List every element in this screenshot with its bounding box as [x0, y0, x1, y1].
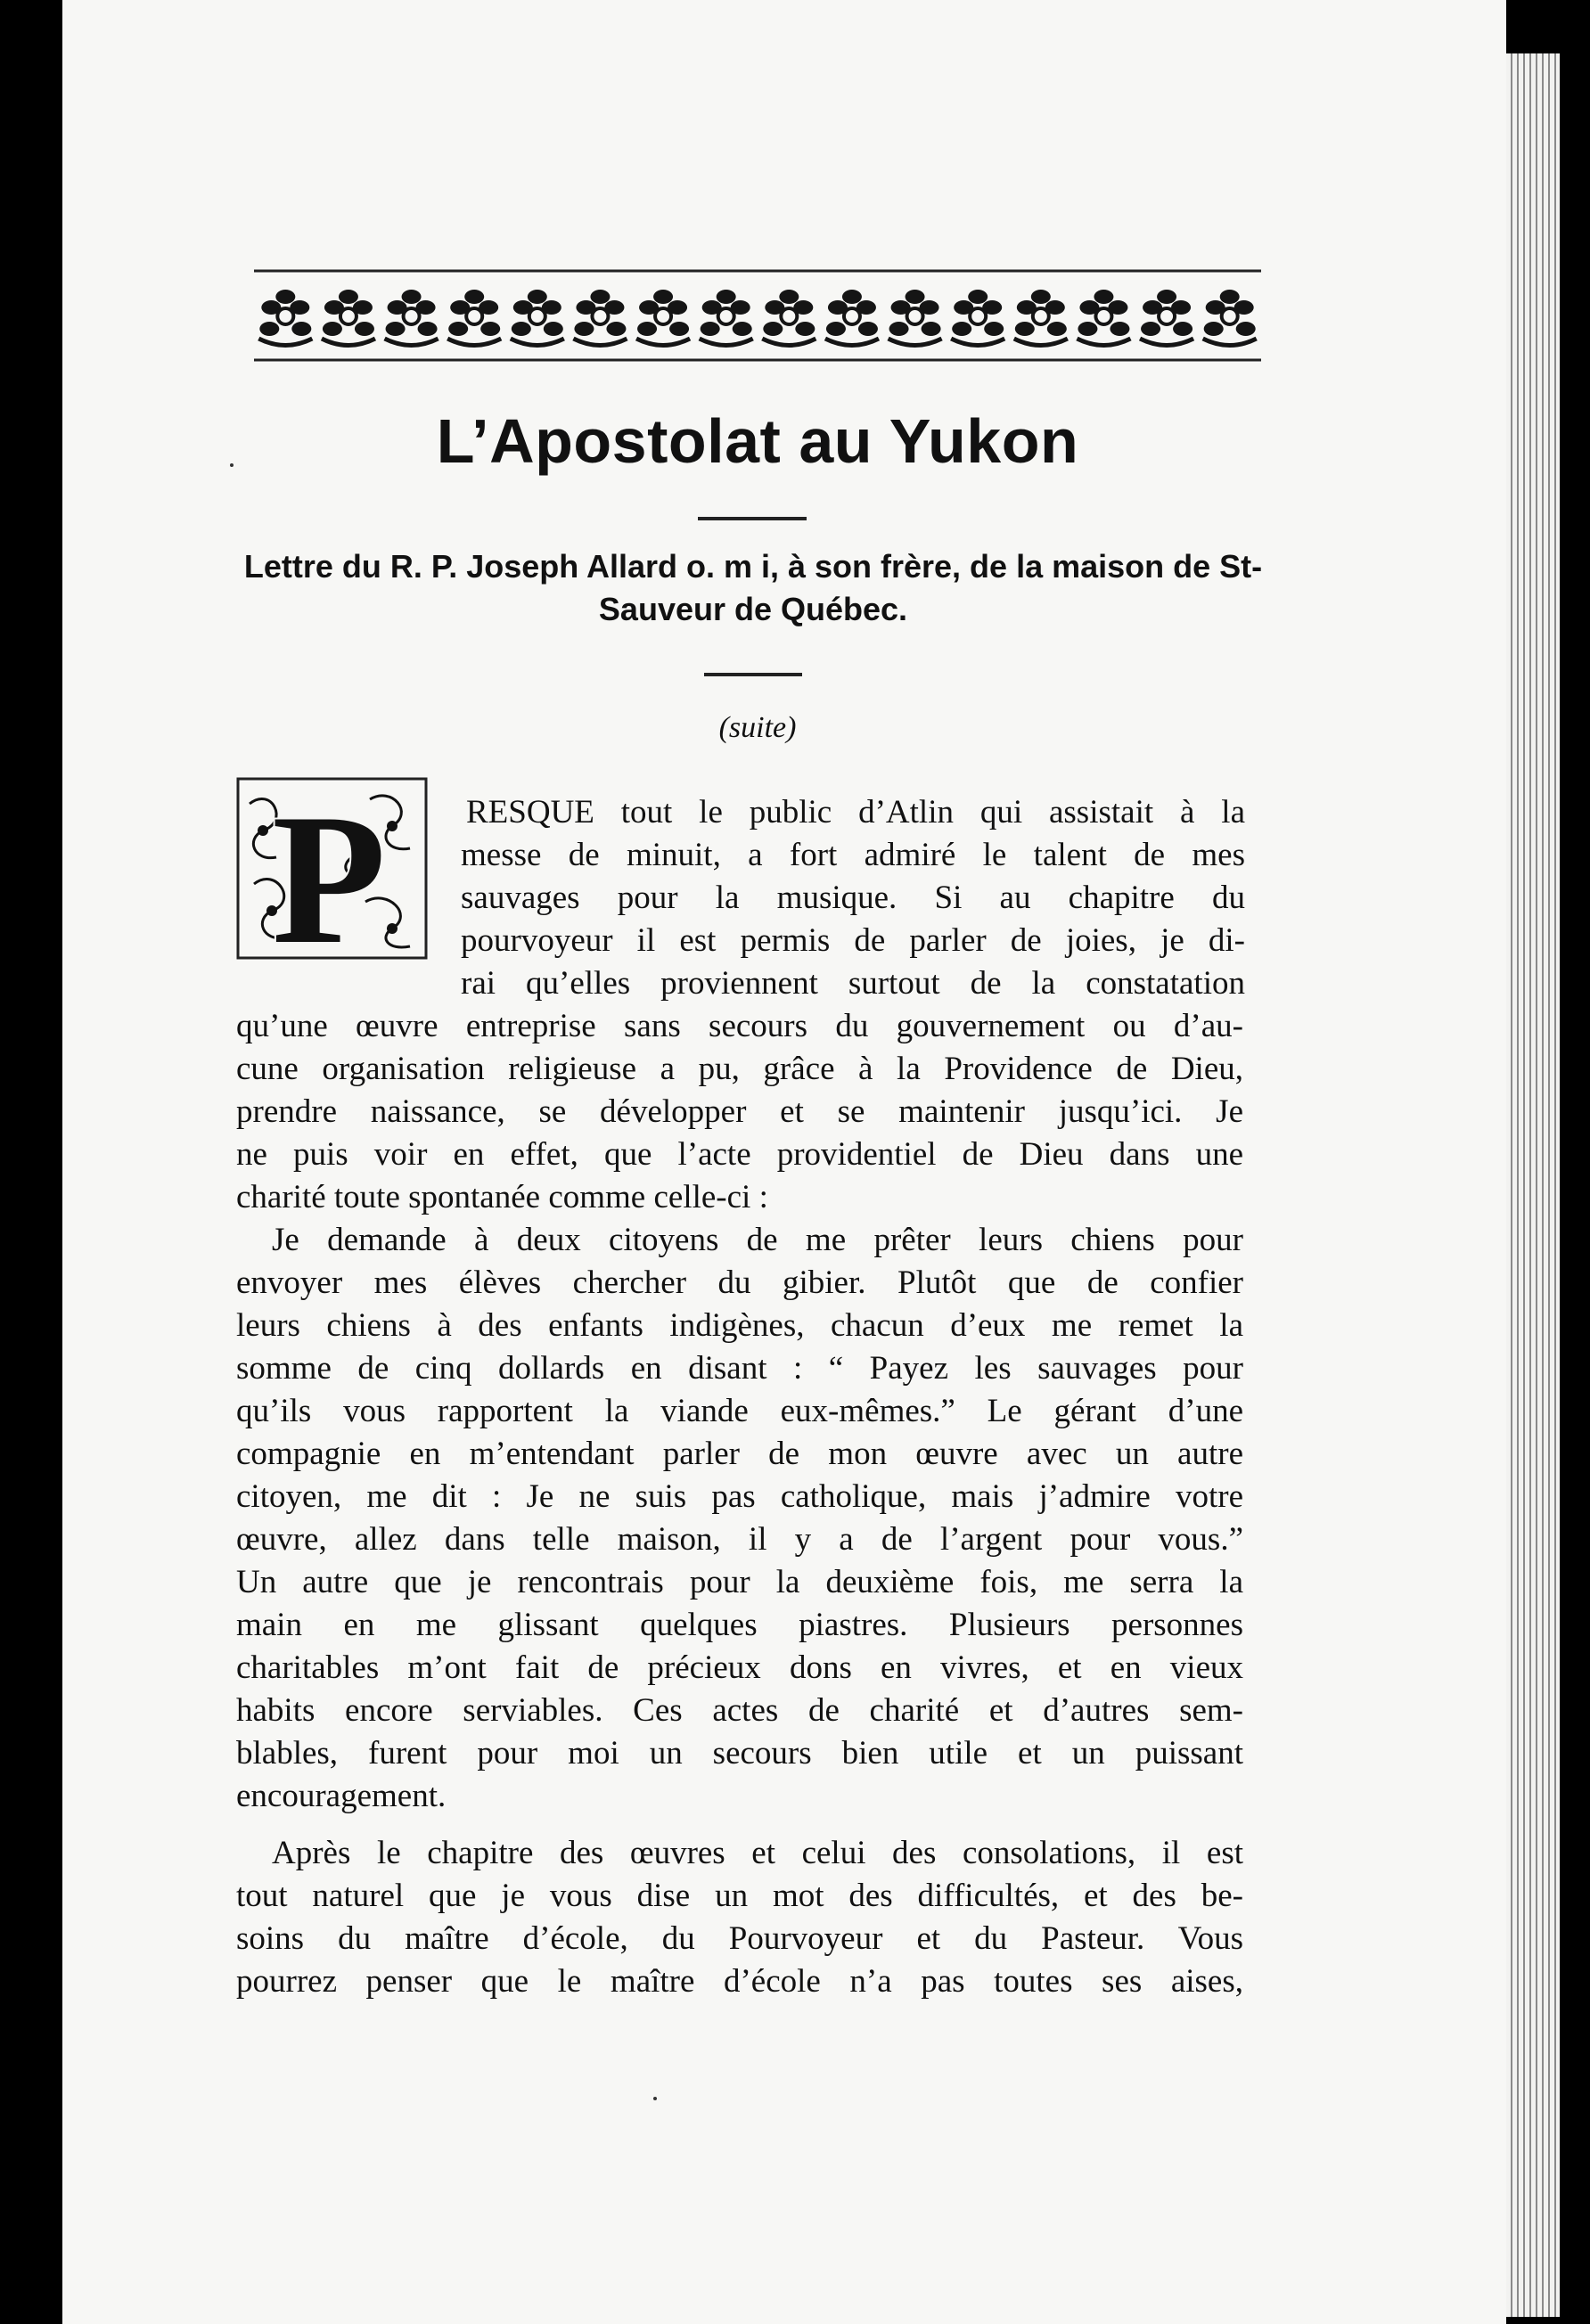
body-line: cune organisation religieuse a pu, grâce à la Providence de Dieu,: [236, 1051, 1243, 1087]
body-line: citoyen, me dit : Je ne suis pas catholique, mais j’admire votre: [236, 1478, 1243, 1515]
floral-motif: [573, 290, 627, 346]
body-line: messe de minuit, a fort admiré le talent de mes: [461, 837, 1245, 873]
body-line: charitables m’ont fait de précieux dons en vivres, et en vieux: [236, 1649, 1243, 1686]
body-line: Je demande à deux citoyens de me prêter leurs chiens pour: [272, 1222, 1243, 1258]
floral-motif: [1203, 290, 1257, 346]
margin-speck: [230, 463, 234, 467]
body-line: pourvoyeur il est permis de parler de joies, je di-: [461, 922, 1245, 959]
body-line: leurs chiens à des enfants indigènes, chacun d’eux me remet la: [236, 1307, 1243, 1344]
floral-motif: [447, 290, 501, 346]
body-line: habits encore serviables. Ces actes de charité et d’autres sem-: [236, 1692, 1243, 1729]
body-line: qu’une œuvre entreprise sans secours du gouvernement ou d’au-: [236, 1008, 1243, 1044]
body-line: soins du maître d’école, du Pourvoyeur et du Pasteur. Vous: [236, 1920, 1243, 1957]
floral-motif: [1014, 290, 1068, 346]
body-line: ne puis voir en effet, que l’acte providentiel de Dieu dans une: [236, 1136, 1243, 1173]
drop-cap-ornament: [236, 777, 428, 960]
subtitle-rule: [704, 673, 802, 676]
body-line: encouragement.: [236, 1778, 447, 1814]
body-line: œuvre, allez dans telle maison, il y a de l’argent pour vous.”: [236, 1521, 1243, 1558]
floral-motif: [636, 290, 690, 346]
floral-motif: [1077, 290, 1130, 346]
body-line: main en me glissant quelques piastres. Plusieurs personnes: [236, 1607, 1243, 1643]
body-line: RESQUE tout le public d’Atlin qui assistait à la: [466, 794, 1245, 831]
body-line: envoyer mes élèves chercher du gibier. Plutôt que de confier: [236, 1264, 1243, 1301]
floral-motif: [825, 290, 879, 346]
floral-motif: [1140, 290, 1193, 346]
article-title: L’Apostolat au Yukon: [436, 406, 1079, 476]
floral-motif: [889, 290, 942, 346]
margin-speck: [653, 2097, 657, 2100]
drop-cap-letter: P: [272, 777, 387, 960]
body-line: blables, furent pour moi un secours bien utile et un puissant: [236, 1735, 1243, 1772]
floral-motif: [700, 290, 753, 346]
scan-left-border: [0, 0, 62, 2324]
body-line: Un autre que je rencontrais pour la deuxième fois, me serra la: [236, 1564, 1243, 1600]
continuation-label: (suite): [718, 711, 797, 744]
page-edges: [1506, 53, 1560, 2317]
floral-motif: [322, 290, 375, 346]
scan-right-border: [1560, 0, 1590, 2324]
floral-motif: [385, 290, 438, 346]
body-line: rai qu’elles proviennent surtout de la constatation: [461, 965, 1245, 1002]
body-line: qu’ils vous rapportent la viande eux-mêmes.” Le gérant d’une: [236, 1393, 1243, 1429]
body-line: prendre naissance, se développer et se maintenir jusqu’ici. Je: [236, 1093, 1243, 1130]
body-line: compagnie en m’entendant parler de mon œuvre avec un autre: [236, 1436, 1243, 1472]
floral-motif: [511, 290, 564, 346]
title-rule: [698, 517, 807, 520]
body-line: somme de cinq dollards en disant : “ Payez les sauvages pour: [236, 1350, 1243, 1387]
body-line: sauvages pour la musique. Si au chapitre du: [461, 880, 1245, 916]
ornamental-header-band: [254, 267, 1261, 365]
article-subtitle: Lettre du R. P. Joseph Allard o. m i, à son frère, de la maison de St-Sauveur de Québec.: [243, 548, 1263, 627]
body-line: Après le chapitre des œuvres et celui des consolations, il est: [272, 1835, 1243, 1871]
floral-motif: [951, 290, 1004, 346]
body-line: tout naturel que je vous dise un mot des difficultés, et des be-: [236, 1878, 1243, 1914]
floral-motif: [258, 290, 312, 346]
body-line: charité toute spontanée comme celle-ci :: [236, 1179, 768, 1215]
body-line: pourrez penser que le maître d’école n’a pas toutes ses aises,: [236, 1963, 1243, 2000]
floral-motif: [762, 290, 815, 346]
